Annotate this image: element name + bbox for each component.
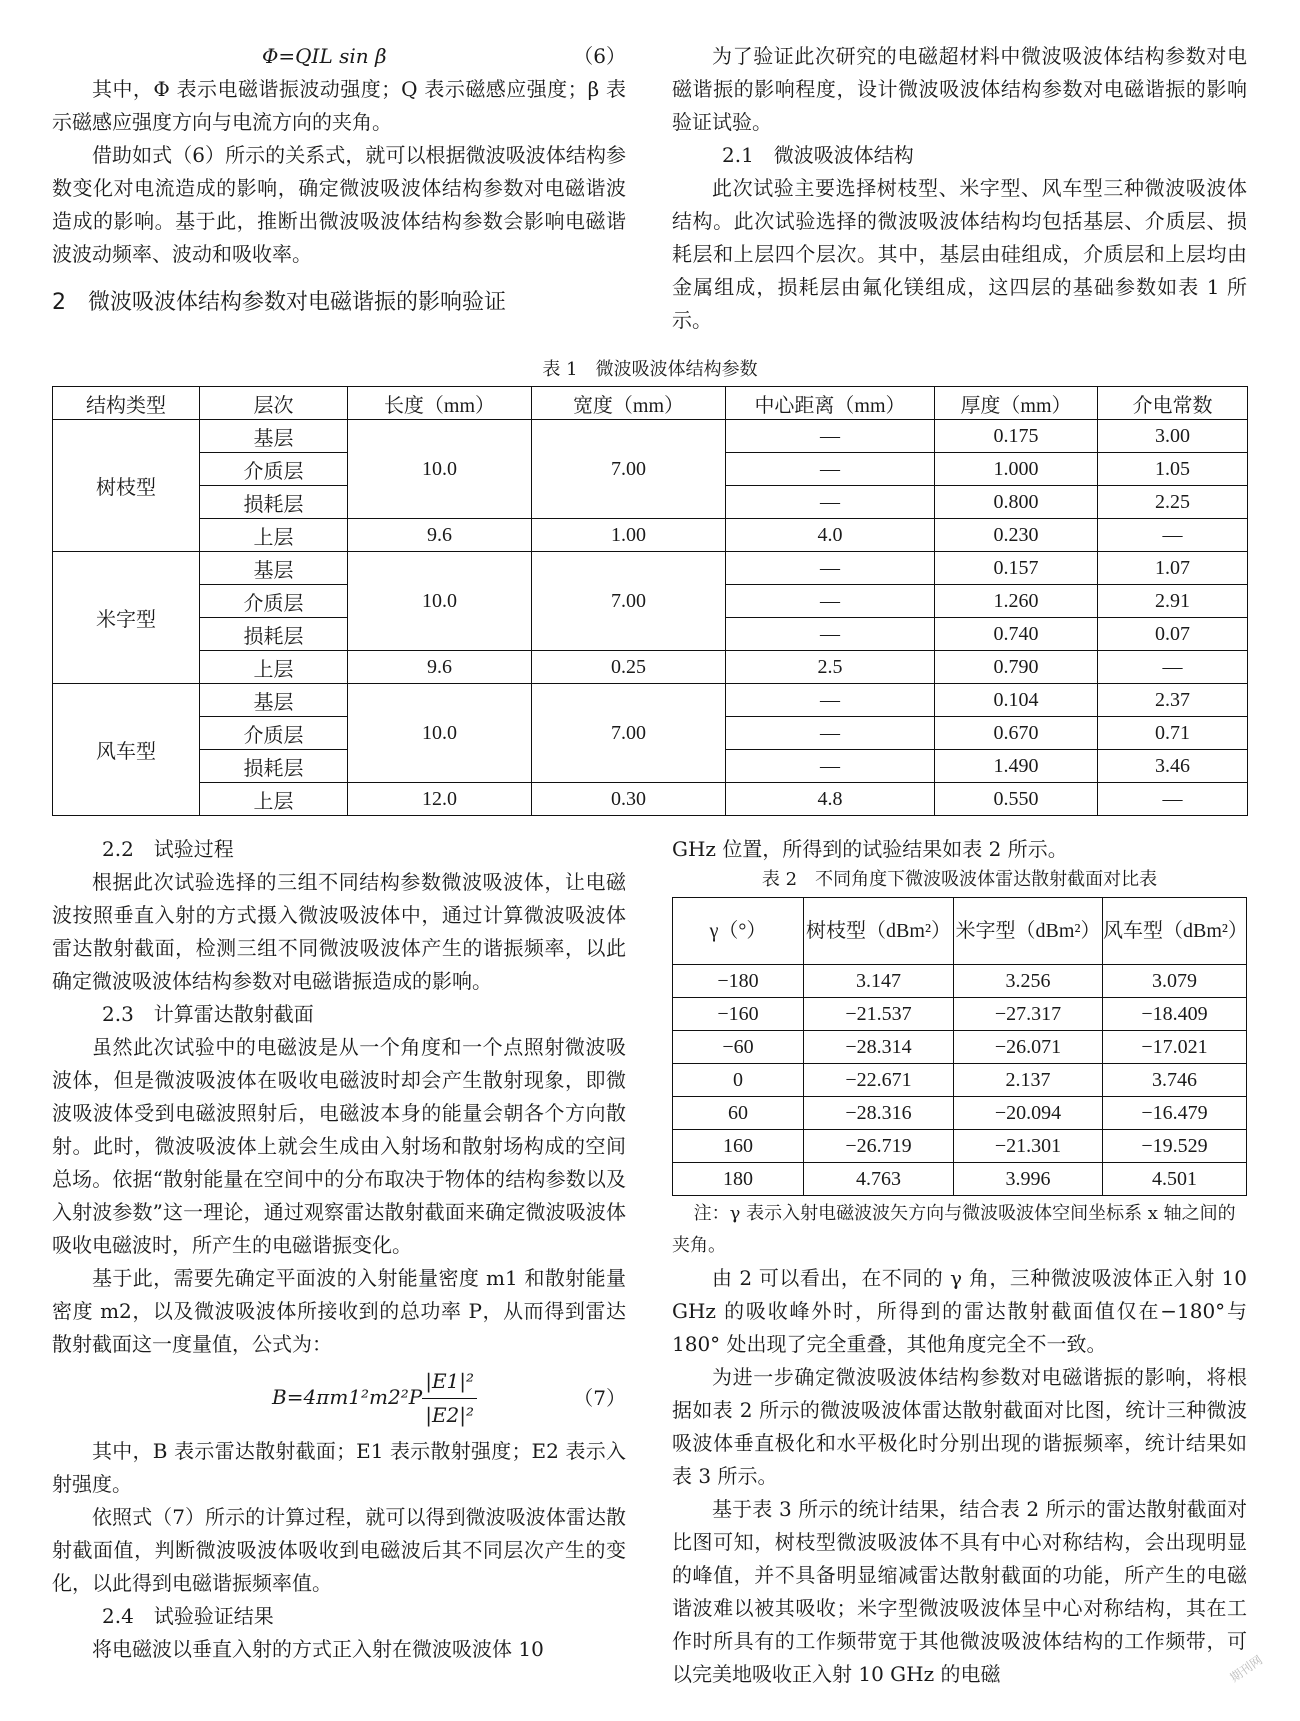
table2-cell: −27.317: [954, 998, 1103, 1031]
equation-6-number: （6）: [573, 44, 626, 68]
table2-cell: −26.071: [954, 1031, 1103, 1064]
table1-cell: —: [726, 717, 935, 750]
table2-cell: −28.316: [804, 1097, 954, 1130]
table1-row: [53, 552, 1248, 585]
table1-cell: 0.230: [935, 519, 1098, 552]
table1: [52, 386, 1248, 816]
table1-cell: 0.07: [1098, 618, 1248, 651]
table1-cell: 0.157: [935, 552, 1098, 585]
table1-header: 宽度（mm）: [532, 387, 726, 420]
table1-cell: 介质层: [200, 453, 348, 486]
paragraph: 虽然此次试验中的电磁波是从一个角度和一个点照射微波吸波体，但是微波吸波体在吸收电磁波时却会产生散射现象，即微波吸波体受到电磁波照射后，电磁波本身的能量会朝各个方向散射。此时，微波吸波体上就会生成由入射场和散射场构成的空间总场。依据“散射能量在空间中的分布取决于物体的结构参数以及入射波参数”这一理论，通过观察雷达散射截面来确定微波吸波体吸收电磁波时，所产生的电磁谐振变化。: [52, 1035, 626, 1257]
table1-cell: 10.0: [348, 552, 532, 651]
table1-row: [53, 420, 1248, 453]
table1-cell: 米字型: [53, 552, 200, 684]
table1-cell: 介质层: [200, 717, 348, 750]
table2-header: 树枝型（dBm²）: [804, 898, 954, 965]
paragraph: GHz 位置，所得到的试验结果如表 2 所示。: [672, 837, 1068, 861]
table2-row: [673, 965, 1247, 998]
table2-header: 风车型（dBm²）: [1103, 898, 1247, 965]
table2-cell: 4.763: [804, 1163, 954, 1196]
table1-cell: 12.0: [348, 783, 532, 816]
table2-header: 米字型（dBm²）: [954, 898, 1103, 965]
table2-cell: 4.501: [1103, 1163, 1247, 1196]
table2-cell: 3.079: [1103, 965, 1247, 998]
table1-cell: 上层: [200, 783, 348, 816]
table1-header: 中心距离（mm）: [726, 387, 935, 420]
table1-header: 长度（mm）: [348, 387, 532, 420]
table2-cell: 2.137: [954, 1064, 1103, 1097]
right-column-bottom-intro: [672, 833, 1247, 866]
table2-cell: −60: [673, 1031, 804, 1064]
table1-cell: 1.05: [1098, 453, 1248, 486]
table1-cell: 2.37: [1098, 684, 1248, 717]
table2-cell: −18.409: [1103, 998, 1247, 1031]
table1-row: [53, 519, 1248, 552]
paragraph: 借助如式（6）所示的关系式，就可以根据微波吸波体结构参数变化对电流造成的影响，确定微波吸波体结构参数对电磁谐波造成的影响。基于此，推断出微波吸波体结构参数会影响电磁谐波波动频率、波动和吸收率。: [52, 143, 626, 266]
subsection-heading: 2.2 试验过程: [102, 837, 234, 861]
equation-7-number: （7）: [573, 1385, 626, 1410]
equation-7-denominator: |E2|²: [425, 1402, 475, 1427]
table2-cell: −16.479: [1103, 1097, 1247, 1130]
table1-cell: 4.0: [726, 519, 935, 552]
table2-note: 注：γ 表示入射电磁波波矢方向与微波吸波体空间坐标系 x 轴之间的夹角。: [672, 1203, 1236, 1256]
table1-cell: 风车型: [53, 684, 200, 816]
table2-row: [673, 998, 1247, 1031]
table1-cell: —: [726, 486, 935, 519]
table2-cell: 60: [673, 1097, 804, 1130]
table1-cell: 损耗层: [200, 750, 348, 783]
table2-cell: 3.147: [804, 965, 954, 998]
table1-header: 介电常数: [1098, 387, 1248, 420]
table1-cell: 4.8: [726, 783, 935, 816]
table1-header: 层次: [200, 387, 348, 420]
table1-cell: 3.00: [1098, 420, 1248, 453]
table1-cell: —: [726, 750, 935, 783]
table1-cell: 基层: [200, 420, 348, 453]
table1-cell: 上层: [200, 651, 348, 684]
table1-cell: 10.0: [348, 420, 532, 519]
table2-header: γ（°）: [673, 898, 804, 965]
table1-cell: 1.07: [1098, 552, 1248, 585]
table1-cell: 0.670: [935, 717, 1098, 750]
table2-row: [673, 1163, 1247, 1196]
table1-cell: 树枝型: [53, 420, 200, 552]
table1-cell: 0.175: [935, 420, 1098, 453]
table2-cell: 180: [673, 1163, 804, 1196]
table2-cell: −17.021: [1103, 1031, 1247, 1064]
table1-cell: —: [726, 618, 935, 651]
equation-6: [52, 40, 626, 73]
table1-cell: 2.25: [1098, 486, 1248, 519]
table1-cell: 0.790: [935, 651, 1098, 684]
table1-cell: 0.71: [1098, 717, 1248, 750]
table1-cell: 0.30: [532, 783, 726, 816]
table1-cell: 基层: [200, 552, 348, 585]
table1-cell: 9.6: [348, 519, 532, 552]
table1-cell: 2.91: [1098, 585, 1248, 618]
paragraph: 根据此次试验选择的三组不同结构参数微波吸波体，让电磁波按照垂直入射的方式摄入微波吸波体中，通过计算微波吸波体雷达散射截面，检测三组不同微波吸波体产生的谐振频率，以此确定微波吸波体结构参数对电磁谐振造成的影响。: [52, 870, 626, 993]
table1-cell: —: [726, 552, 935, 585]
equation-7: [52, 1361, 626, 1435]
table2-cell: −160: [673, 998, 804, 1031]
paragraph: 其中，Φ 表示电磁谐振波动强度；Q 表示磁感应强度；β 表示磁感应强度方向与电流方向的夹角。: [52, 77, 626, 134]
table2-cell: 3.996: [954, 1163, 1103, 1196]
table2-cell: −19.529: [1103, 1130, 1247, 1163]
table2-cell: 0: [673, 1064, 804, 1097]
table1-cell: —: [1098, 519, 1248, 552]
table2-row: [673, 1031, 1247, 1064]
paragraph: 为了验证此次研究的电磁超材料中微波吸波体结构参数对电磁谐振的影响程度，设计微波吸波体结构参数对电磁谐振的影响验证试验。: [672, 44, 1247, 134]
table2-cell: −180: [673, 965, 804, 998]
table2: [672, 897, 1247, 1196]
equation-7-fraction: [422, 1365, 477, 1432]
table1-cell: 1.000: [935, 453, 1098, 486]
table1-cell: 介质层: [200, 585, 348, 618]
subsection-heading: 2.4 试验验证结果: [102, 1604, 274, 1628]
table1-cell: —: [726, 684, 935, 717]
table1-cell: 1.490: [935, 750, 1098, 783]
table1-cell: —: [726, 453, 935, 486]
table1-cell: 0.25: [532, 651, 726, 684]
table1-cell: 7.00: [532, 684, 726, 783]
paragraph: 此次试验主要选择树枝型、米字型、风车型三种微波吸波体结构。此次试验选择的微波吸波体结构均包括基层、介质层、损耗层和上层四个层次。其中，基层由硅组成，介质层和上层均由金属组成，损耗层由氟化镁组成，这四层的基础参数如表 1 所示。: [672, 176, 1247, 332]
table1-cell: 7.00: [532, 552, 726, 651]
table2-cell: −26.719: [804, 1130, 954, 1163]
table1-cell: 上层: [200, 519, 348, 552]
table1-cell: 损耗层: [200, 486, 348, 519]
table2-row: [673, 1064, 1247, 1097]
table2-cell: −21.301: [954, 1130, 1103, 1163]
table1-cell: —: [726, 585, 935, 618]
table2-cell: −20.094: [954, 1097, 1103, 1130]
table1-cell: —: [1098, 651, 1248, 684]
equation-7-expr: [272, 1365, 477, 1432]
table1-caption: 表 1 微波吸波体结构参数: [542, 359, 758, 380]
table2-row: [673, 1130, 1247, 1163]
table1-row: [53, 684, 1248, 717]
right-column-bottom: [672, 1262, 1247, 1691]
table1-cell: —: [1098, 783, 1248, 816]
table1-header: 厚度（mm）: [935, 387, 1098, 420]
paragraph: 为进一步确定微波吸波体结构参数对电磁谐振的影响，将根据如表 2 所示的微波吸波体雷达散射截面对比图，统计三种微波吸波体垂直极化和水平极化时分别出现的谐振频率，统计结果如表 3 所示。: [672, 1365, 1247, 1488]
table1-cell: 0.550: [935, 783, 1098, 816]
paragraph: 依照式（7）所示的计算过程，就可以得到微波吸波体雷达散射截面值，判断微波吸波体吸收到电磁波后其不同层次产生的变化，以此得到电磁谐振频率值。: [52, 1505, 626, 1595]
subsection-heading: 2.3 计算雷达散射截面: [102, 1002, 314, 1026]
table1-cell: 1.00: [532, 519, 726, 552]
table1-cell: 1.260: [935, 585, 1098, 618]
table1-cell: 7.00: [532, 420, 726, 519]
left-column-top: [52, 40, 626, 323]
table1-cell: 损耗层: [200, 618, 348, 651]
table1-cell: 2.5: [726, 651, 935, 684]
table2-cell: 160: [673, 1130, 804, 1163]
table2-cell: −21.537: [804, 998, 954, 1031]
table1-cell: 0.800: [935, 486, 1098, 519]
table2-caption: 表 2 不同角度下微波吸波体雷达散射截面对比表: [761, 869, 1158, 890]
subsection-heading: 2.1 微波吸波体结构: [722, 143, 914, 167]
paragraph: 基于表 3 所示的统计结果，结合表 2 所示的雷达散射截面对比图可知，树枝型微波吸波体不具有中心对称结构，会出现明显的峰值，并不具备明显缩减雷达散射截面的功能，所产生的电磁谐波难以被其吸收；米字型微波吸波体呈中心对称结构，其在工作时所具有的工作频带宽于其他微波吸波体结构的工作频带，可以完美地吸收正入射 10 GHz 的电磁: [672, 1497, 1247, 1686]
table2-row: [673, 1097, 1247, 1130]
section-heading: 2 微波吸波体结构参数对电磁谐振的影响验证: [52, 290, 506, 315]
table1-row: [53, 783, 1248, 816]
table1-header: 结构类型: [53, 387, 200, 420]
table1-cell: 10.0: [348, 684, 532, 783]
table1-cell: —: [726, 420, 935, 453]
table1-cell: 9.6: [348, 651, 532, 684]
equation-7-numerator: |E1|²: [422, 1365, 477, 1399]
paragraph: 将电磁波以垂直入射的方式正入射在微波吸波体 10: [92, 1637, 544, 1661]
table1-cell: 0.104: [935, 684, 1098, 717]
table2-cell: −22.671: [804, 1064, 954, 1097]
paragraph: 基于此，需要先确定平面波的入射能量密度 m1 和散射能量密度 m2，以及微波吸波体所接收到的总功率 P，从而得到雷达散射截面这一度量值，公式为：: [52, 1266, 626, 1356]
left-column-bottom: [52, 833, 626, 1666]
table1-cell: 基层: [200, 684, 348, 717]
table2-cell: 3.746: [1103, 1064, 1247, 1097]
watermark: 期刊网: [1227, 1652, 1266, 1685]
table2-cell: 3.256: [954, 965, 1103, 998]
table1-cell: 3.46: [1098, 750, 1248, 783]
right-column-top: [672, 40, 1247, 337]
equation-6-expr: Φ=QIL sin β: [262, 44, 387, 68]
table1-row: [53, 651, 1248, 684]
equation-7-lhs: B=4πm1²m2²P: [272, 1384, 423, 1409]
paragraph: 由 2 可以看出，在不同的 γ 角，三种微波吸波体正入射 10 GHz 的吸收峰外时，所得到的雷达散射截面值仅在−180°与 180° 处出现了完全重叠，其他角度完全不一致。: [672, 1266, 1247, 1356]
table1-cell: 0.740: [935, 618, 1098, 651]
table2-cell: −28.314: [804, 1031, 954, 1064]
paragraph: 其中，B 表示雷达散射截面；E1 表示散射强度；E2 表示入射强度。: [52, 1439, 626, 1496]
